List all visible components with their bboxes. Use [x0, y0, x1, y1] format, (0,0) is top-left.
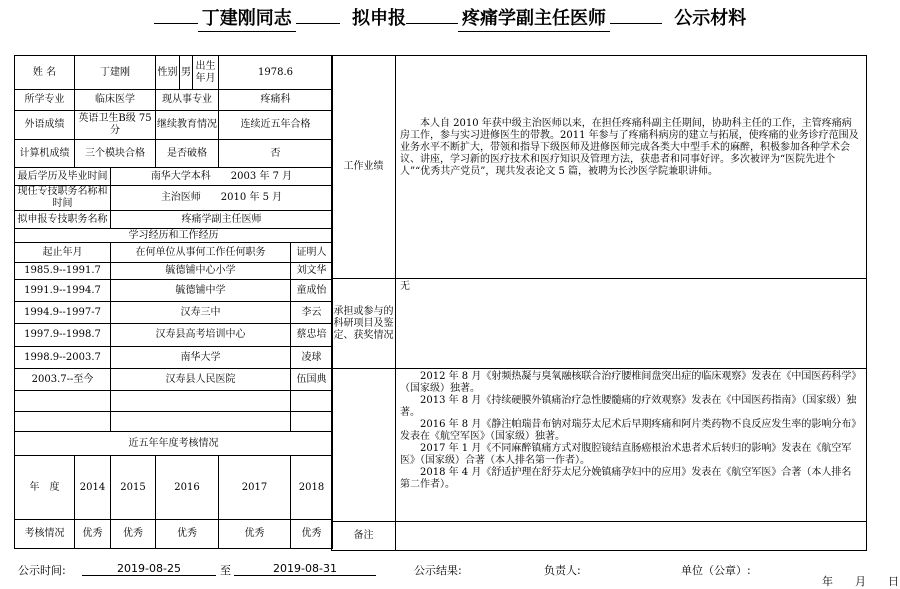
- title-blank: [296, 23, 340, 24]
- birth-label: 出生年月: [193, 56, 219, 90]
- title-name: 丁建刚同志: [198, 4, 296, 32]
- name-label: 姓 名: [15, 56, 75, 90]
- gender-value: 男: [180, 56, 193, 90]
- history-time: 1994.9--1997-7: [15, 302, 111, 324]
- exempt-value: 否: [219, 140, 333, 168]
- project-text: 无: [396, 279, 867, 369]
- history-unit: 汉寿三中: [111, 302, 291, 324]
- title-value: 主治医师 2010 年 5 月: [111, 186, 333, 211]
- name-value: 丁建刚: [75, 56, 156, 90]
- document-title: [0, 4, 900, 32]
- info-table: [14, 55, 333, 549]
- publication-item: 2018 年 4 月《舒适护理在舒芬太尼分娩镇痛孕妇中的应用》发表在《航空军医》合著（本人排名第二作者）。: [400, 467, 852, 490]
- date-stamp: 年 月 日: [822, 575, 899, 588]
- table-row: [15, 412, 333, 432]
- edu-label: 最后学历及毕业时间: [15, 168, 111, 186]
- year: 2018: [291, 456, 333, 520]
- current-major-value: 疼痛科: [219, 90, 333, 111]
- edu-value: 南华大学本科 2003 年 7 月: [111, 168, 333, 186]
- achievement-table: [331, 55, 867, 551]
- history-unit: 汉寿县人民医院: [111, 369, 291, 391]
- birth-value: 1978.6: [219, 56, 333, 90]
- history-unit: 毓德铺中心小学: [111, 263, 291, 280]
- result: 优秀: [156, 520, 219, 549]
- publications-cell: [396, 369, 867, 522]
- achievement-label: 工作业绩: [332, 56, 396, 279]
- history-witness: 童成怡: [291, 280, 333, 302]
- ce-value: 连续近五年合格: [219, 111, 333, 140]
- result-label: 考核情况: [15, 520, 75, 549]
- year: 2015: [111, 456, 156, 520]
- date-label: 公示时间:: [18, 564, 66, 577]
- year: 2016: [156, 456, 219, 520]
- history-witness: 蔡忠培: [291, 324, 333, 347]
- result: 优秀: [219, 520, 291, 549]
- lang-value: 英语卫生B级 75分: [75, 111, 156, 140]
- year: 2017: [219, 456, 291, 520]
- apply-value: 疼痛学副主任医师: [111, 211, 333, 229]
- date-from: 2019-08-25: [117, 562, 181, 575]
- title-apply: 拟申报: [352, 8, 406, 29]
- publication-item: 2016 年 8 月《静注帕瑞昔布钠对瑞芬太尼术后早期疼痛和阿片类药物不良反应发生率的影响分布》发表在《航空军医》（国家级）独著。: [400, 419, 857, 442]
- history-witness: 李云: [291, 302, 333, 324]
- table-row: [15, 369, 333, 391]
- history-col-time: 起止年月: [15, 243, 111, 263]
- to-label: 至: [220, 564, 231, 577]
- unit-label: 单位（公章）:: [681, 564, 751, 577]
- major-label: 所学专业: [15, 90, 75, 111]
- history-col-witness: 证明人: [291, 243, 333, 263]
- lang-label: 外语成绩: [15, 111, 75, 140]
- table-row: [15, 263, 333, 280]
- project-label: 承担或参与的科研项目及鉴定、获奖情况: [332, 279, 396, 369]
- remark-value: [396, 522, 867, 551]
- history-time: 1991.9--1994.7: [15, 280, 111, 302]
- exempt-label: 是否破格: [156, 140, 219, 168]
- gender-label: 性别: [156, 56, 180, 90]
- history-time: 1998.9--2003.7: [15, 347, 111, 369]
- result-label: 公示结果:: [414, 564, 462, 577]
- achievement-text: 本人自 2010 年获中级主治医师以来，在担任疼痛科副主任期间，协助科主任的工作，主管疼痛病房工作，参与实习进修医生的带教。2011 年参与了疼痛科病房的建立与拓展，使疼痛的业务诊疗范围及业务水平不断扩大，带领和指导下级医师及进修医师完成各类大中型手术的麻醉，积极参加各种学术会议、讲座，学习新的医疗技术和医疗知识及管理方法，获患者和同事好评。多次被评为“医院先进个人”“优秀共产党员”，现共发表论文 5 篇，被聘为长沙医学院兼职讲师。: [396, 56, 867, 279]
- computer-value: 三个模块合格: [75, 140, 156, 168]
- table-row: [15, 391, 333, 412]
- current-major-label: 现从事专业: [156, 90, 219, 111]
- result: 优秀: [111, 520, 156, 549]
- title-blank: [406, 23, 458, 24]
- history-unit: 毓德铺中学: [111, 280, 291, 302]
- computer-label: 计算机成绩: [15, 140, 75, 168]
- history-heading: 学习经历和工作经历: [15, 229, 333, 243]
- publication-item: 2017 年 1 月《不同麻醉镇痛方式对腹腔镜结直肠癌根治术患者术后转归的影响》发表在《航空军医》（国家级）合著（本人排名第一作者）。: [400, 443, 852, 466]
- history-time: 1997.9--1998.7: [15, 324, 111, 347]
- title-label: 现任专技职务名称和时间: [15, 186, 111, 211]
- major-value: 临床医学: [75, 90, 156, 111]
- year: 2014: [75, 456, 111, 520]
- apply-label: 拟申报专技职务名称: [15, 211, 111, 229]
- result: 优秀: [291, 520, 333, 549]
- publication-item: 2012 年 8 月《射频热凝与臭氧融核联合治疗腰椎间盘突出症的临床观察》发表在《中国医药科学》（国家级）独著。: [400, 371, 857, 394]
- year-label: 年 度: [15, 456, 75, 520]
- history-time: 2003.7--至今: [15, 369, 111, 391]
- history-time: 1985.9--1991.7: [15, 263, 111, 280]
- result: 优秀: [75, 520, 111, 549]
- remark-label: 备注: [332, 522, 396, 551]
- history-witness: 凌球: [291, 347, 333, 369]
- title-blank: [610, 23, 662, 24]
- footer: [14, 560, 900, 586]
- person-label: 负责人:: [544, 564, 581, 577]
- title-blank: [154, 23, 198, 24]
- table-row: [15, 324, 333, 347]
- history-witness: 伍国典: [291, 369, 333, 391]
- assessment-heading: 近五年年度考核情况: [15, 432, 333, 456]
- history-unit: 汉寿县高考培训中心: [111, 324, 291, 347]
- table-row: [15, 302, 333, 324]
- history-unit: 南华大学: [111, 347, 291, 369]
- history-witness: 刘文华: [291, 263, 333, 280]
- history-col-unit: 在何单位从事何工作任何职务: [111, 243, 291, 263]
- date-to: 2019-08-31: [273, 562, 337, 575]
- table-row: [15, 347, 333, 369]
- title-position: 疼痛学副主任医师: [458, 4, 610, 32]
- table-row: [15, 280, 333, 302]
- ce-label: 继续教育情况: [156, 111, 219, 140]
- publication-item: 2013 年 8 月《持续硬膜外镇痛治疗急性腰髓痛的疗效观察》发表在《中国医药指南》（国家级）独著。: [400, 395, 857, 418]
- title-suffix: 公示材料: [674, 8, 747, 29]
